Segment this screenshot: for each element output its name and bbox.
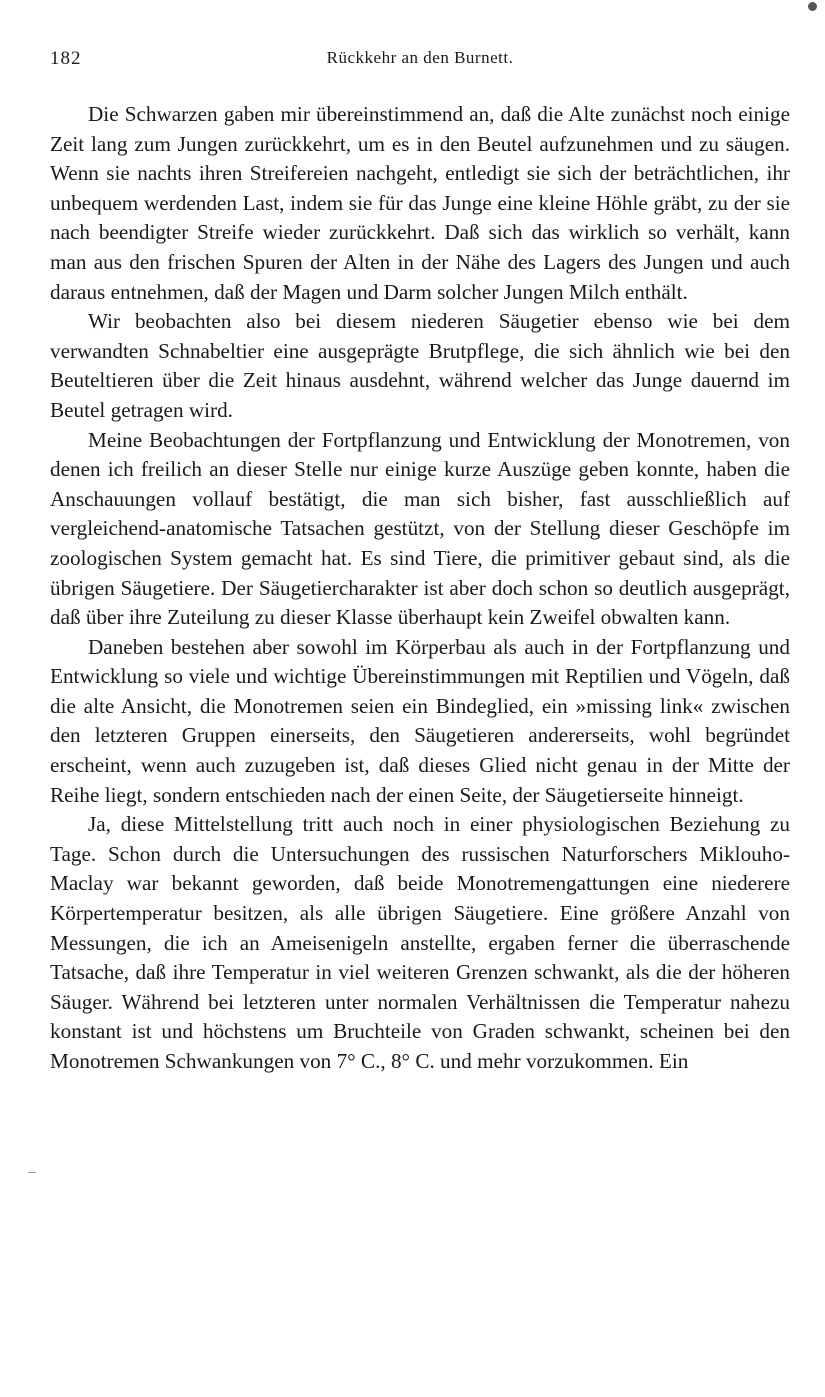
paragraph: Ja, diese Mittelstellung tritt auch noch in einer physiologischen Beziehung zu Tage. Schon durch die Untersuchungen des russischen Naturforschers Miklouho-Maclay war bekannt geworden, daß beide Monotremengattungen eine niederere Körpertemperatur besitzen, als alle übrigen Säugetiere. Eine größere Anzahl von Messungen, die ich an Ameisenigeln anstellte, ergaben ferner die überraschende Tatsache, daß ihre Temperatur in viel weiteren Grenzen schwankt, als die der höheren Säuger. Während bei letzteren unter normalen Verhältnissen die Temperatur nahezu konstant ist und höchstens um Bruchteile von Graden schwankt, scheinen bei den Monotremen Schwankungen von 7° C., 8° C. und mehr vorzukommen. Ein <box>50 812 790 1073</box>
page-corner-mark <box>808 2 817 11</box>
body-text <box>50 100 790 1077</box>
running-head <box>50 48 790 80</box>
paragraph: Meine Beobachtungen der Fortpflanzung und Entwicklung der Monotremen, von denen ich freilich an dieser Stelle nur einige kurze Auszüge geben konnte, haben die Anschauungen vollauf bestätigt, die man sich bisher, fast ausschließlich auf vergleichend-anatomische Tatsachen gestützt, von der Stellung dieser Geschöpfe im zoologischen System gemacht hat. Es sind Tiere, die primitiver gebaut sind, als die übrigen Säugetiere. Der Säugetiercharakter ist aber doch schon so deutlich ausgeprägt, daß über ihre Zuteilung zu dieser Klasse überhaupt kein Zweifel obwalten kann. <box>50 427 790 630</box>
running-title: Rückkehr an den Burnett. <box>326 48 514 67</box>
paragraph: Wir beobachten also bei diesem niederen Säugetier ebenso wie bei dem verwandten Schnabeltier eine ausgeprägte Brutpflege, die sich ähnlich wie bei den Beuteltieren über die Zeit hinaus ausdehnt, während welcher das Junge dauernd im Beutel getragen wird. <box>50 309 790 422</box>
paragraph: Die Schwarzen gaben mir übereinstimmend an, daß die Alte zunächst noch einige Zeit lang zum Jungen zurückkehrt, um es in den Beutel aufzunehmen und zu säugen. Wenn sie nachts ihren Streifereien nachgeht, entledigt sie sich der beträchtlichen, ihr unbequem werdenden Last, indem sie für das Junge eine kleine Höhle gräbt, zu der sie nach beendigter Streife wieder zurückkehrt. Daß sich das wirklich so verhält, kann man aus den frischen Spuren der Alten in der Nähe des Lagers des Jungen und auch daraus entnehmen, daß der Magen und Darm solcher Jungen Milch enthält. <box>50 102 790 304</box>
page-number: 182 <box>50 48 82 69</box>
paragraph: Daneben bestehen aber sowohl im Körperbau als auch in der Fortpflanzung und Entwicklung so viele und wichtige Übereinstimmungen mit Reptilien und Vögeln, daß die alte Ansicht, die Monotremen seien ein Bindeglied, ein »missing link« zwischen den letzteren Gruppen einerseits, den Säugetieren andererseits, wohl begründet erscheint, wenn auch zuzugeben ist, daß dieses Glied nicht genau in der Mitte der Reihe liegt, sondern entschieden nach der einen Seite, der Säugetierseite hinneigt. <box>50 634 790 807</box>
book-page <box>50 48 790 1077</box>
margin-mark <box>28 1172 36 1173</box>
